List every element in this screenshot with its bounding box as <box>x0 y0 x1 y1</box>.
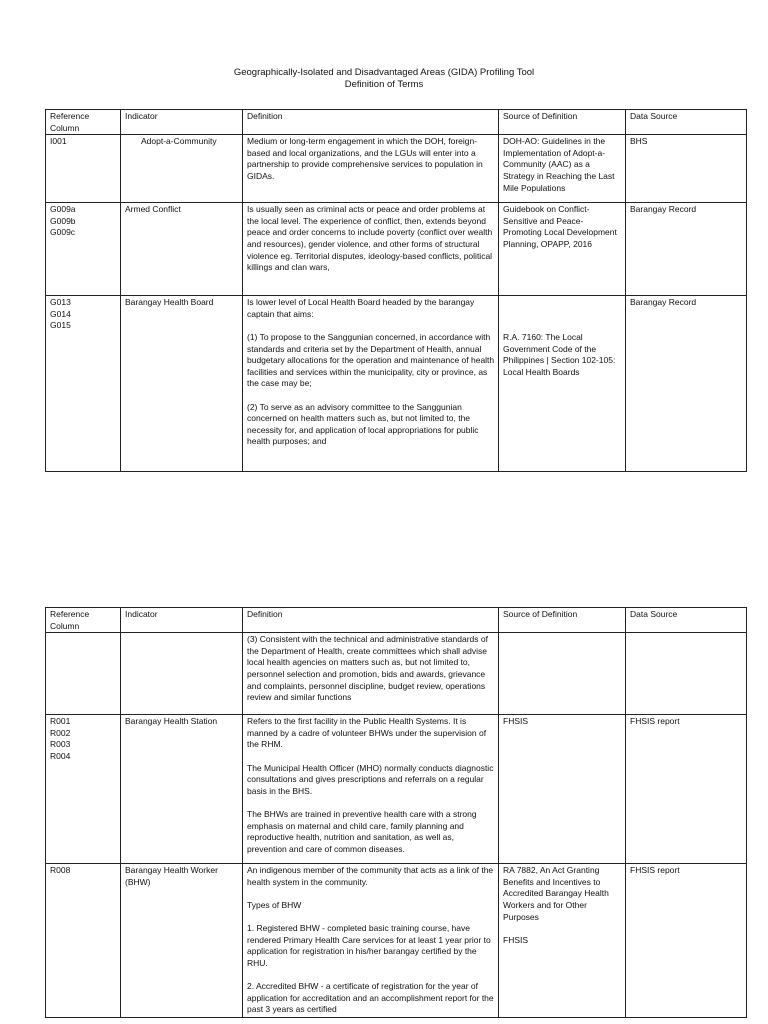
table-header-row <box>46 608 747 633</box>
indicator-cell: Armed Conflict <box>121 203 243 296</box>
reference-cell <box>46 715 121 864</box>
source-cell <box>499 296 626 472</box>
definition-cell <box>243 864 499 1018</box>
table-row <box>46 203 747 296</box>
definition-cell <box>243 296 499 472</box>
header-definition: Definition <box>243 110 499 135</box>
source-cell <box>499 864 626 1018</box>
reference-code: R008 <box>50 865 71 876</box>
definition-cell <box>243 135 499 203</box>
document-header <box>0 67 768 90</box>
header-source-of-definition: Source of Definition <box>499 608 626 633</box>
indicator-cell: Barangay Health Station <box>121 715 243 864</box>
document-title: Geographically-Isolated and Disadvantaged Areas (GIDA) Profiling Tool <box>233 67 535 78</box>
reference-code: G013 <box>50 297 71 308</box>
indicator-cell: Barangay Health Board <box>121 296 243 472</box>
reference-cell <box>46 864 121 1018</box>
header-reference-column: Reference Column <box>46 608 121 633</box>
source-cell: FHSIS <box>499 715 626 864</box>
definitions-table-2 <box>45 607 747 1018</box>
data-source-cell: Barangay Record <box>626 203 747 296</box>
definition-paragraph: Refers to the first facility in the Public Health Systems. It is manned by a cadre of volunteer BHWs under the supervision of the RHM. <box>247 716 487 750</box>
definition-cell <box>243 203 499 296</box>
reference-code: G009c <box>50 227 76 238</box>
table-header-row <box>46 110 747 135</box>
definition-paragraph: Types of BHW <box>247 899 302 910</box>
indicator-cell: Adopt-a-Community <box>121 135 243 203</box>
reference-cell <box>46 135 121 203</box>
source-cell <box>499 633 626 715</box>
reference-code: I001 <box>50 136 67 147</box>
reference-code: G015 <box>50 320 71 331</box>
definition-paragraph: (3) Consistent with the technical and administrative standards of the Department of Health, create committees which shall advise local health agencies on matters such as, but not limited to, personnel selection and promotion, bids and awards, grievance and complaints, personnel discipline, budget review, operations review and similar functions <box>247 634 488 703</box>
header-data-source: Data Source <box>626 608 747 633</box>
reference-cell <box>46 203 121 296</box>
data-source-cell: FHSIS report <box>626 864 747 1018</box>
reference-code: R003 <box>50 739 71 750</box>
definitions-table-1 <box>45 109 747 472</box>
definition-paragraph: 1. Registered BHW - completed basic training course, have rendered Primary Health Care services for at least 1 year prior to application for registration in his/her barangay certified by the RHU. <box>247 923 491 968</box>
definition-paragraph: An indigenous member of the community that acts as a link of the health system in the community. <box>247 865 494 887</box>
table-row <box>46 864 747 1018</box>
definition-paragraph: Is usually seen as criminal acts or peace and order problems at the local level. The experience of conflict, then, extends beyond peace and order concerns to include poverty (conflict over wealth and resources), gender violence, and other forms of structural violence eg. Territorial disputes, ideology-based conflicts, political killings and clan wars, <box>247 204 493 273</box>
definition-paragraph: 2. Accredited BHW - a certificate of registration for the year of application for accreditation and an accomplishment report for the past 3 years as certified <box>247 981 494 1015</box>
definition-cell <box>243 633 499 715</box>
header-reference-column: Reference Column <box>46 110 121 135</box>
reference-code: R002 <box>50 727 71 738</box>
reference-code: G009a <box>50 204 76 215</box>
indicator-cell: Barangay Health Worker (BHW) <box>121 864 243 1018</box>
source-text-secondary: FHSIS <box>503 934 529 945</box>
indicator-cell <box>121 633 243 715</box>
data-source-cell: FHSIS report <box>626 715 747 864</box>
source-cell: DOH-AO: Guidelines in the Implementation of Adopt-a-Community (AAC) as a Strategy in Reaching the Last Mile Populations <box>499 135 626 203</box>
definition-paragraph: Is lower level of Local Health Board headed by the barangay captain that aims: <box>247 297 475 319</box>
data-source-cell: BHS <box>626 135 747 203</box>
table-row <box>46 633 747 715</box>
definition-paragraph: (2) To serve as an advisory committee to the Sanggunian concerned on health matters such as, but not limited to, the necessity for, and application of local appropriations for public health purposes; and <box>247 401 479 447</box>
header-data-source: Data Source <box>626 110 747 135</box>
reference-cell <box>46 633 121 715</box>
table-row <box>46 296 747 472</box>
data-source-cell <box>626 633 747 715</box>
header-definition: Definition <box>243 608 499 633</box>
reference-code: R001 <box>50 716 71 727</box>
definition-cell <box>243 715 499 864</box>
document-subtitle: Definition of Terms <box>344 78 424 90</box>
definition-paragraph: Medium or long-term engagement in which the DOH, foreign-based and local organizations, and the LGUs will enter into a partnership to provide comprehensive services to population in GIDAs. <box>247 136 483 181</box>
reference-cell <box>46 296 121 472</box>
reference-code: G014 <box>50 308 71 319</box>
data-source-cell: Barangay Record <box>626 296 747 472</box>
reference-code: R004 <box>50 750 71 761</box>
definition-paragraph: The Municipal Health Officer (MHO) normally conducts diagnostic consultations and gives prescriptions and referrals on a regular basis in the BHS. <box>247 762 494 796</box>
header-indicator: Indicator <box>121 608 243 633</box>
source-text: R.A. 7160: The Local Government Code of the Philippines | Section 102-105: Local Health Boards <box>503 332 616 377</box>
header-indicator: Indicator <box>121 110 243 135</box>
definition-paragraph: The BHWs are trained in preventive health care with a strong emphasis on maternal and child care, family planning and reproductive health, nutrition and sanitation, as well as, prevention and care of common diseases. <box>247 808 477 854</box>
source-text: RA 7882, An Act Granting Benefits and Incentives to Accredited Barangay Health Workers and for Other Purposes <box>503 865 609 922</box>
source-cell: Guidebook on Conflict-Sensitive and Peace-Promoting Local Development Planning, OPAPP, 2016 <box>499 203 626 296</box>
table-row <box>46 715 747 864</box>
header-source-of-definition: Source of Definition <box>499 110 626 135</box>
table-row <box>46 135 747 203</box>
definition-paragraph: (1) To propose to the Sanggunian concerned, in accordance with standards and criteria set by the Department of Health, annual budgetary allocations for the operation and maintenance of health facilities and services within the municipality, city or province, as the case may be; <box>247 331 495 389</box>
reference-code: G009b <box>50 215 76 226</box>
